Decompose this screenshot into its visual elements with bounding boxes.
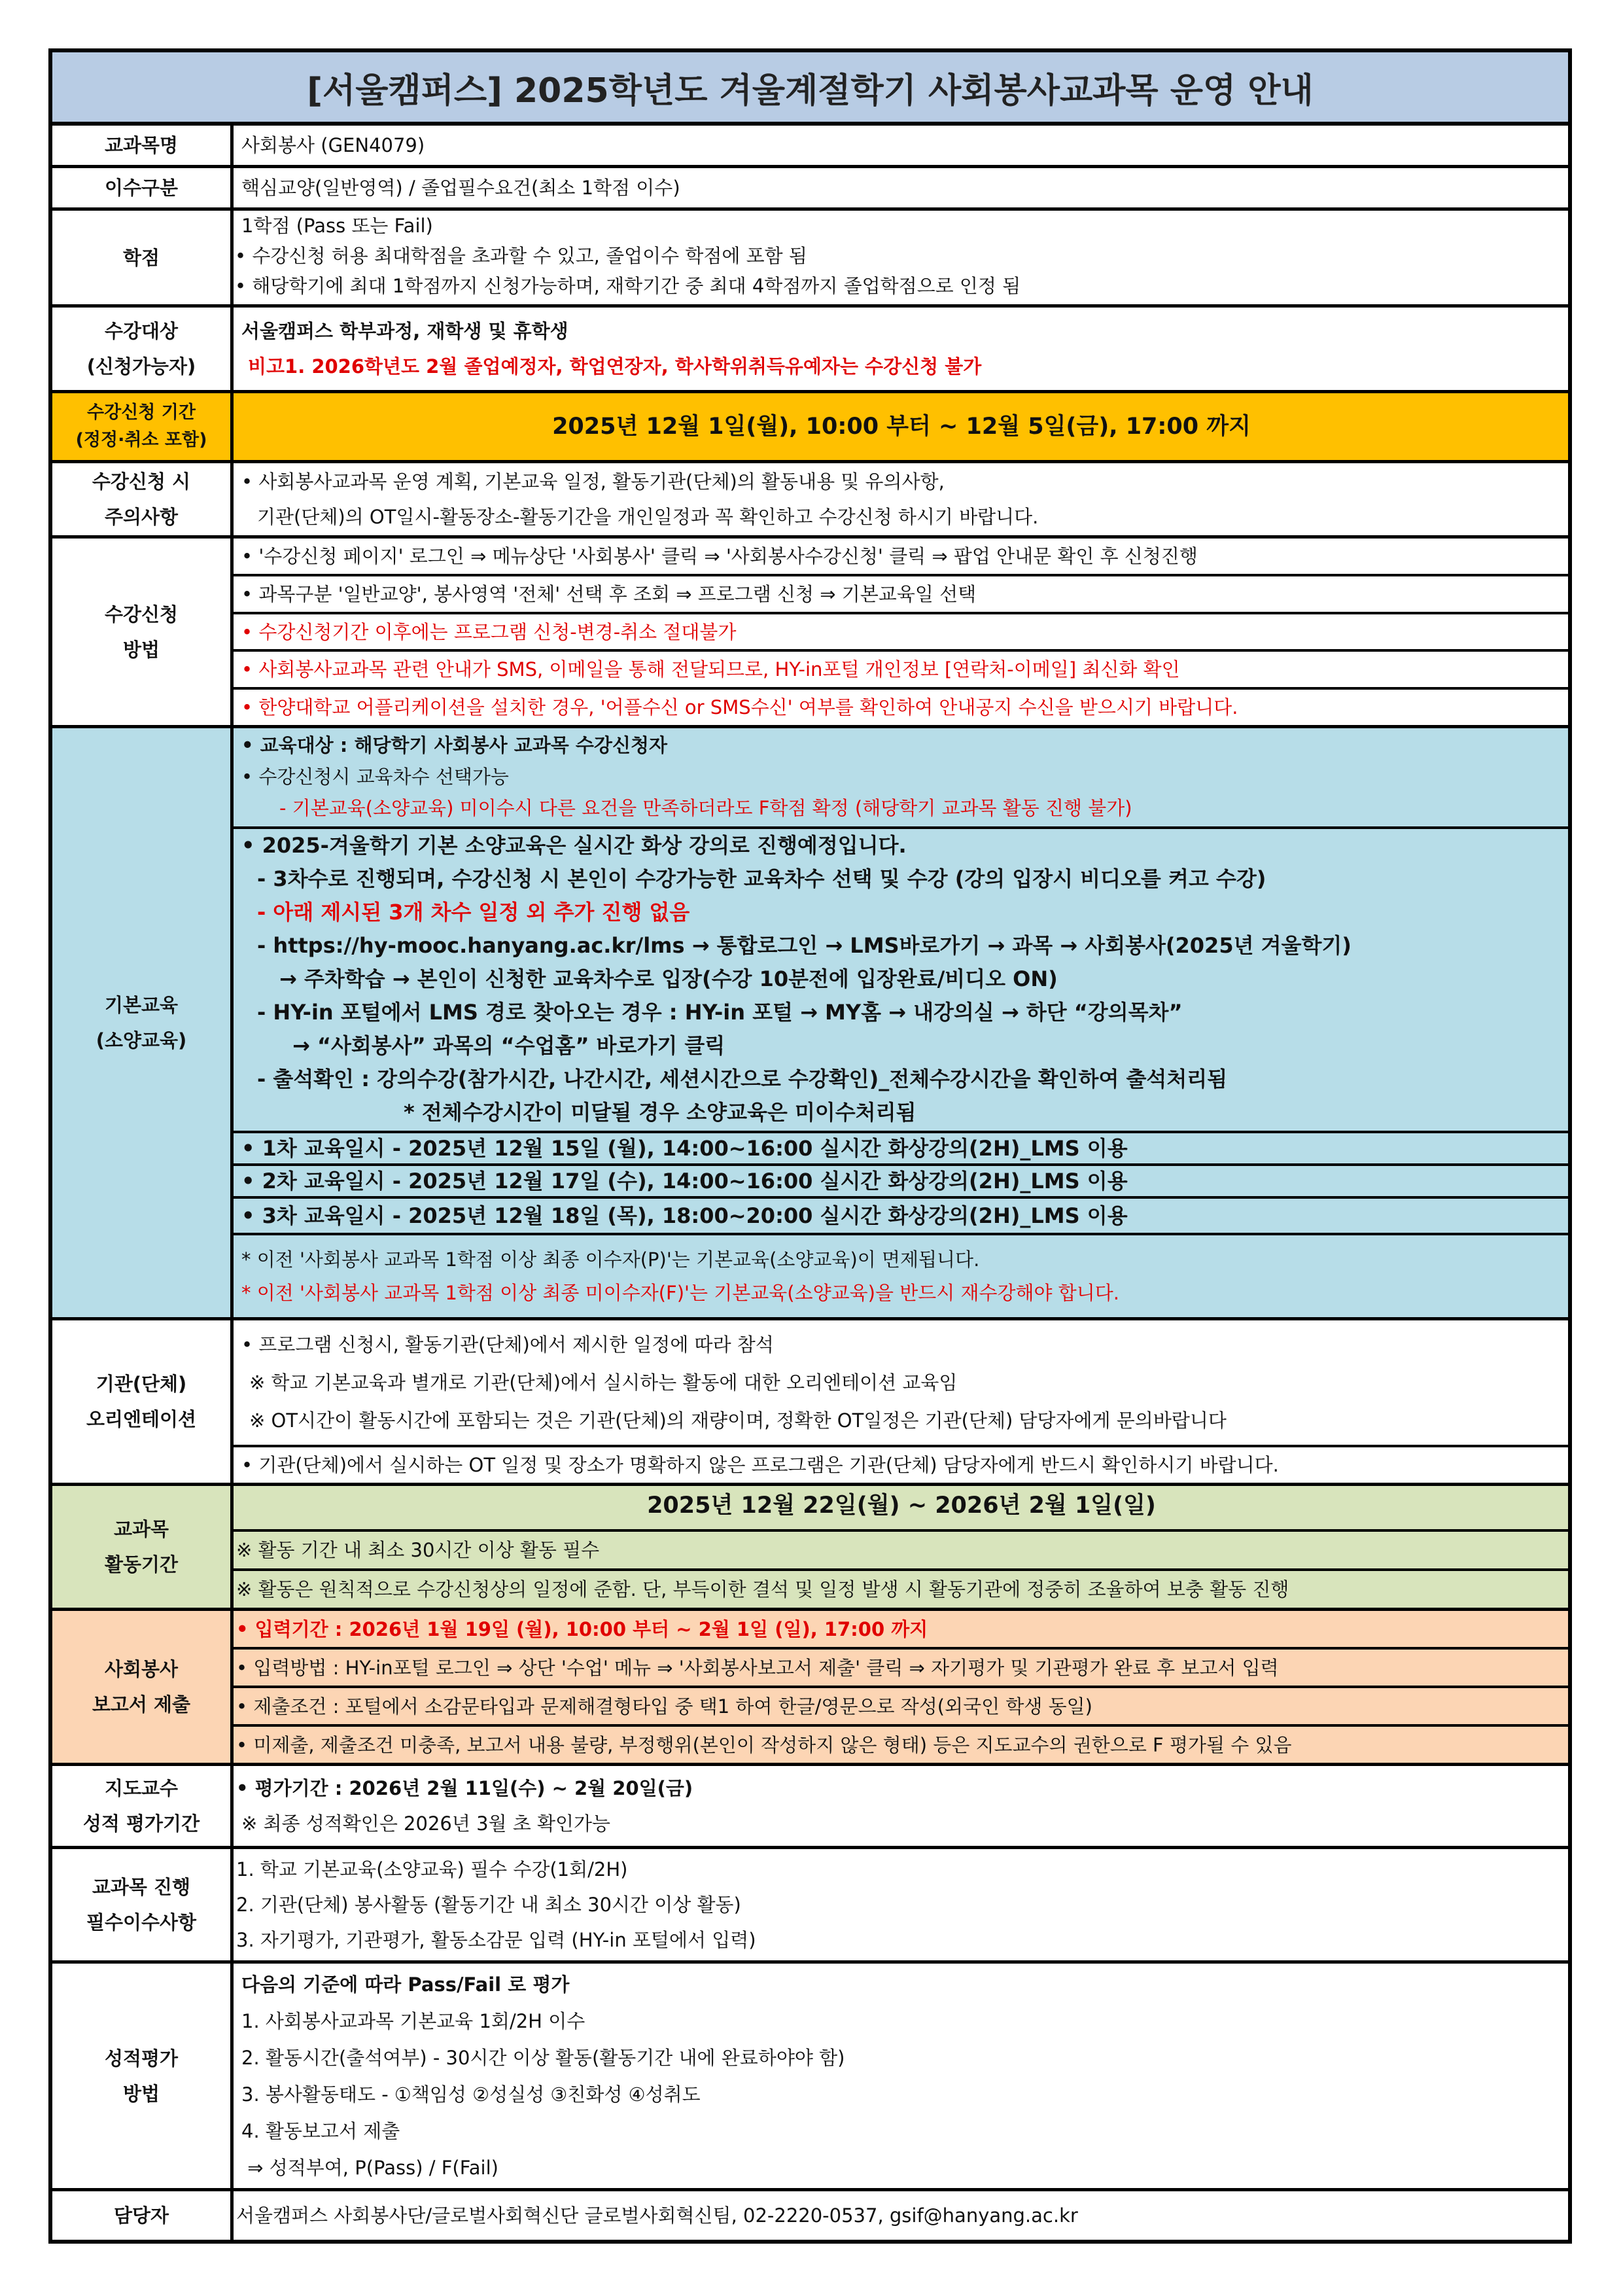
report-item: • 미제출, 제출조건 미충족, 보고서 내용 불량, 부정행위(본인이 작성하지 않은 형태) 등은 지도교수의 권한으로 F 평가될 수 있음 — [236, 1733, 1292, 1756]
row-grading-period — [52, 1766, 1568, 1849]
label-target — [52, 308, 234, 390]
registration-period-value: 2025년 12월 1일(월), 10:00 부터 ~ 12월 5일(금), 17:00 까지 — [552, 414, 1251, 440]
category-value: 핵심교양(일반영역) / 졸업필수요건(최소 1학점 이수) — [241, 177, 680, 199]
label-line: 성적평가 — [104, 2047, 179, 2070]
activity-note: ※ 활동은 원칙적으로 수강신청상의 일정에 준함. 단, 부득이한 결석 및 일정 발생 시 활동기관에 정중히 조율하여 보충 활동 진행 — [236, 1578, 1289, 1600]
label-line: 오리엔테이션 — [86, 1408, 197, 1430]
label-contact: 담당자 — [52, 2191, 234, 2240]
label-line: 사회봉사 — [104, 1658, 179, 1680]
education-line: - 아래 제시된 3개 차수 일정 외 추가 진행 없음 — [257, 900, 690, 925]
orientation-line: ※ OT시간이 활동시간에 포함되는 것은 기관(단체)의 재량이며, 정확한 OT일정은 기관(단체) 담당자에게 문의바랍니다 — [249, 1409, 1227, 1432]
row-method — [52, 539, 1568, 728]
course-name-value: 사회봉사 (GEN4079) — [241, 134, 425, 156]
label-line: (정정·취소 포함) — [75, 430, 207, 450]
label-line: 방법 — [122, 2082, 160, 2105]
report-item: • 입력기간 : 2026년 1월 19일 (월), 10:00 부터 ~ 2월 1일 (일), 17:00 까지 — [234, 1611, 1568, 1650]
education-line: - 기본교육(소양교육) 미이수시 다른 요건을 만족하더라도 F학점 확정 (해당학기 교과목 활동 진행 불가) — [279, 797, 1132, 819]
education-line: • 2025-겨울학기 기본 소양교육은 실시간 화상 강의로 진행예정입니다. — [241, 833, 907, 858]
row-evaluation — [52, 1964, 1568, 2191]
label-line: (소양교육) — [96, 1029, 187, 1051]
notice-table — [48, 48, 1572, 2244]
education-line: • 수강신청시 교육차수 선택가능 — [241, 766, 509, 788]
education-note: * 이전 '사회봉사 교과목 1학점 이상 최종 미이수자(F)'는 기본교육(소양교육)을 반드시 재수강해야 합니다. — [241, 1281, 1120, 1304]
label-line: 수강신청 시 — [92, 470, 191, 493]
grading-period-value: • 평가기간 : 2026년 2월 11일(수) ~ 2월 20일(금) — [236, 1777, 693, 1799]
orientation-line: • 프로그램 신청시, 활동기관(단체)에서 제시한 일정에 따라 참석 — [241, 1333, 774, 1356]
education-session-3: • 3차 교육일시 - 2025년 12월 18일 (목), 18:00~20:00 실시간 화상강의(2H)_LMS 이용 — [234, 1199, 1568, 1235]
orientation-details — [234, 1320, 1568, 1447]
row-caution — [52, 463, 1568, 539]
education-session-1: • 1차 교육일시 - 2025년 12월 15일 (월), 14:00~16:00 실시간 화상강의(2H)_LMS 이용 — [234, 1133, 1568, 1166]
evaluation-result: ⇒ 성적부여, P(Pass) / F(Fail) — [241, 2156, 498, 2179]
page-title: [서울캠퍼스] 2025학년도 겨울계절학기 사회봉사교과목 운영 안내 — [52, 52, 1568, 126]
activity-period-value: 2025년 12월 22일(월) ~ 2026년 2월 1일(일) — [234, 1486, 1568, 1532]
row-requirements — [52, 1849, 1568, 1964]
label-line: 기본교육 — [104, 994, 179, 1016]
method-item: • 사회봉사교과목 관련 안내가 SMS, 이메일을 통해 전달되므로, HY-in포털 개인정보 [연락처-이메일] 최신화 확인 — [234, 652, 1568, 690]
method-item: • 한양대학교 어플리케이션을 설치한 경우, '어플수신 or SMS수신' 여부를 확인하여 안내공지 수신을 받으시기 바랍니다. — [241, 696, 1238, 719]
credit-line: • 수강신청 허용 최대학점을 초과할 수 있고, 졸업이수 학점에 포함 됨 — [235, 245, 807, 267]
grading-period-note: ※ 최종 성적확인은 2026년 3월 초 확인가능 — [241, 1812, 611, 1835]
education-live-lecture — [234, 829, 1568, 1133]
credit-line: • 해당학기에 최대 1학점까지 신청가능하며, 재학기간 중 최대 4학점까지 졸업학점으로 인정 됨 — [235, 275, 1021, 297]
target-main: 서울캠퍼스 학부과정, 재학생 및 휴학생 — [241, 320, 568, 342]
education-line: - 3차수로 진행되며, 수강신청 시 본인이 수강가능한 교육차수 선택 및 수강 (강의 입장시 비디오를 켜고 수강) — [257, 866, 1266, 891]
label-line: 수강신청 — [104, 603, 179, 626]
education-notes — [234, 1235, 1568, 1317]
education-line: → “사회봉사” 과목의 “수업홈” 바로가기 클릭 — [292, 1033, 725, 1058]
credit-line: 1학점 (Pass 또는 Fail) — [241, 215, 433, 237]
label-report — [52, 1611, 234, 1763]
row-target — [52, 308, 1568, 393]
row-report — [52, 1611, 1568, 1766]
education-overview — [234, 728, 1568, 829]
label-line: 교과목 진행 — [92, 1876, 191, 1898]
label-grading-period — [52, 1766, 234, 1846]
contact-value: 서울캠퍼스 사회봉사단/글로벌사회혁신단 글로벌사회혁신팀, 02-2220-0537, gsif@hanyang.ac.kr — [236, 2204, 1078, 2227]
label-registration-period — [52, 393, 234, 460]
report-item: • 입력방법 : HY-in포털 로그인 ⇒ 상단 '수업' 메뉴 ⇒ '사회봉사보고서 제출' 클릭 ⇒ 자기평가 및 기관평가 완료 후 보고서 입력 — [234, 1650, 1568, 1688]
label-activity-period — [52, 1486, 234, 1608]
row-registration-period — [52, 393, 1568, 463]
label-orientation — [52, 1320, 234, 1483]
label-course-name: 교과목명 — [52, 126, 234, 165]
label-line: 주의사항 — [104, 506, 179, 528]
label-credit: 학점 — [52, 211, 234, 304]
label-line: (신청가능자) — [86, 355, 196, 378]
education-line: • 교육대상 : 해당학기 사회봉사 교과목 수강신청자 — [241, 734, 667, 756]
requirement-item: 1. 학교 기본교육(소양교육) 필수 수강(1회/2H) — [236, 1858, 628, 1881]
label-line: 성적 평가기간 — [82, 1812, 200, 1835]
label-line: 필수이수사항 — [86, 1911, 197, 1934]
requirement-item: 3. 자기평가, 기관평가, 활동소감문 입력 (HY-in 포털에서 입력) — [236, 1929, 756, 1951]
orientation-note: • 기관(단체)에서 실시하는 OT 일정 및 장소가 명확하지 않은 프로그램은 기관(단체) 담당자에게 반드시 확인하시기 바랍니다. — [241, 1454, 1279, 1476]
activity-note: ※ 활동 기간 내 최소 30시간 이상 활동 필수 — [234, 1532, 1568, 1571]
label-line: 수강신청 기간 — [87, 402, 196, 423]
education-line: - HY-in 포털에서 LMS 경로 찾아오는 경우 : HY-in 포털 → MY홈 → 내강의실 → 하단 “강의목차” — [257, 1000, 1183, 1025]
orientation-line: ※ 학교 기본교육과 별개로 기관(단체)에서 실시하는 활동에 대한 오리엔테이션 교육임 — [249, 1371, 958, 1394]
education-line: → 주차학습 → 본인이 신청한 교육차수로 입장(수강 10분전에 입장완료/비디오 ON) — [279, 966, 1058, 991]
target-note: 비고1. 2026학년도 2월 졸업예정자, 학업연장자, 학사학위취득유예자는 수강신청 불가 — [248, 355, 982, 378]
label-evaluation — [52, 1964, 234, 2188]
row-contact — [52, 2191, 1568, 2240]
label-requirements — [52, 1849, 234, 1960]
label-line: 보고서 제출 — [92, 1693, 191, 1716]
method-item: • 수강신청기간 이후에는 프로그램 신청-변경-취소 절대불가 — [234, 614, 1568, 652]
evaluation-item: 4. 활동보고서 제출 — [241, 2119, 400, 2142]
evaluation-item: 3. 봉사활동태도 - ①책임성 ②성실성 ③친화성 ④성취도 — [241, 2083, 701, 2106]
label-line: 수강대상 — [104, 320, 179, 342]
lms-url: - https://hy-mooc.hanyang.ac.kr/lms → 통합로그인 → LMS바로가기 → 과목 → 사회봉사(2025년 겨울학기) — [257, 933, 1352, 958]
row-category — [52, 168, 1568, 211]
row-credit — [52, 211, 1568, 308]
education-line: - 출석확인 : 강의수강(참가시간, 나간시간, 세션시간으로 수강확인)_전체수강시간을 확인하여 출석처리됨 — [257, 1067, 1228, 1091]
label-basic-education — [52, 728, 234, 1317]
method-item: • 과목구분 '일반교양', 봉사영역 '전체' 선택 후 조회 ⇒ 프로그램 신청 ⇒ 기본교육일 선택 — [234, 576, 1568, 614]
row-course-name — [52, 126, 1568, 168]
label-method — [52, 539, 234, 725]
method-item: • '수강신청 페이지' 로그인 ⇒ 메뉴상단 '사회봉사' 클릭 ⇒ '사회봉사수강신청' 클릭 ⇒ 팝업 안내문 확인 후 신청진행 — [234, 539, 1568, 576]
label-line: 지도교수 — [104, 1777, 179, 1799]
row-basic-education — [52, 728, 1568, 1320]
evaluation-item: 1. 사회봉사교과목 기본교육 1회/2H 이수 — [241, 2009, 585, 2032]
row-orientation — [52, 1320, 1568, 1486]
label-line: 교과목 — [113, 1518, 169, 1540]
label-category: 이수구분 — [52, 168, 234, 207]
label-line: 활동기간 — [104, 1553, 179, 1576]
education-line: * 전체수강시간이 미달될 경우 소양교육은 미이수처리됨 — [404, 1100, 916, 1125]
label-caution — [52, 463, 234, 535]
education-note: * 이전 '사회봉사 교과목 1학점 이상 최종 이수자(P)'는 기본교육(소양교육)이 면제됩니다. — [241, 1248, 980, 1271]
caution-line: • 사회봉사교과목 운영 계획, 기본교육 일정, 활동기관(단체)의 활동내용 및 유의사항, — [241, 470, 945, 493]
education-session-2: • 2차 교육일시 - 2025년 12월 17일 (수), 14:00~16:00 실시간 화상강의(2H)_LMS 이용 — [234, 1166, 1568, 1199]
row-activity-period — [52, 1486, 1568, 1611]
label-line: 기관(단체) — [96, 1373, 187, 1395]
evaluation-heading: 다음의 기준에 따라 Pass/Fail 로 평가 — [241, 1973, 570, 1996]
requirement-item: 2. 기관(단체) 봉사활동 (활동기간 내 최소 30시간 이상 활동) — [236, 1894, 741, 1916]
evaluation-item: 2. 활동시간(출석여부) - 30시간 이상 활동(활동기간 내에 완료하야야 함) — [241, 2046, 845, 2069]
caution-line: 기관(단체)의 OT일시-활동장소-활동기간을 개인일정과 꼭 확인하고 수강신청 하시기 바랍니다. — [257, 506, 1039, 528]
report-item: • 제출조건 : 포털에서 소감문타입과 문제해결형타입 중 택1 하여 한글/영문으로 작성(외국인 학생 동일) — [234, 1688, 1568, 1727]
label-line: 방법 — [122, 638, 160, 661]
